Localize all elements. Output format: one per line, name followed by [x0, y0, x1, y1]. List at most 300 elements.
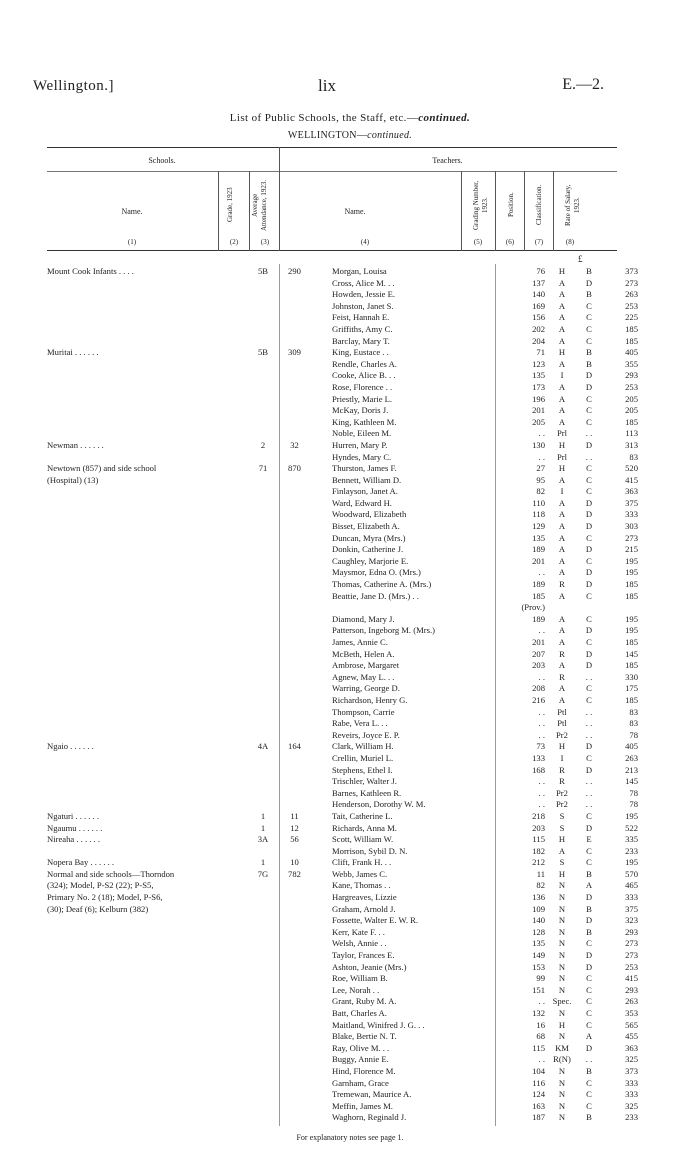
position-cell: A	[558, 393, 566, 404]
table-row	[0, 765, 643, 777]
classification-cell: C	[586, 613, 592, 624]
grade-cell	[247, 1043, 279, 1055]
average-attendance-cell: 870	[288, 463, 301, 474]
classification-cell: D	[585, 741, 593, 752]
school-name-cell	[0, 394, 247, 406]
salary-cell: 293	[625, 370, 638, 381]
grade-cell	[247, 567, 279, 579]
school-name-cell	[0, 556, 247, 568]
grading-number-cell: 68	[536, 1031, 545, 1042]
salary-cell: 185	[625, 323, 638, 334]
school-name-cell	[0, 567, 247, 579]
school-name-cell	[0, 1066, 247, 1078]
teacher-name-cell: Henderson, Dorothy W. M.	[332, 799, 426, 810]
teacher-name-cell: Webb, James C.	[332, 868, 388, 879]
position-cell: I	[560, 370, 564, 381]
grade-cell	[247, 544, 279, 556]
grade-cell	[247, 1008, 279, 1020]
school-name-cell	[0, 1008, 247, 1020]
salary-cell: 415	[625, 973, 638, 984]
col-attendance: Average Attendance, 1923.	[251, 179, 268, 231]
table-row	[0, 962, 643, 974]
school-name-cell: Ngaumu . . . . . .	[47, 822, 103, 833]
salary-cell: 363	[625, 1042, 638, 1053]
table-row	[0, 892, 643, 904]
classification-cell: D	[585, 660, 593, 671]
grading-number-cell: 203	[532, 660, 545, 671]
col-divider	[218, 171, 219, 251]
salary-cell: 263	[625, 752, 638, 763]
grading-number-cell: 73	[536, 741, 545, 752]
table-row	[0, 753, 643, 765]
classification-cell: C	[586, 405, 592, 416]
grade-cell	[247, 382, 279, 394]
school-name-cell	[0, 660, 247, 672]
average-attendance-cell	[279, 579, 310, 591]
classification-cell: C	[586, 694, 592, 705]
grading-number-cell: 11	[536, 868, 545, 879]
classification-cell: D	[585, 381, 593, 392]
teacher-name-cell: Noble, Eileen M.	[332, 428, 392, 439]
school-name-cell	[0, 1054, 247, 1066]
classification-cell: D	[585, 1042, 593, 1053]
classification-cell: B	[586, 358, 592, 369]
grade-cell	[247, 614, 279, 626]
table-row	[0, 440, 643, 452]
school-name-cell	[0, 1112, 247, 1124]
position-cell: A	[558, 694, 566, 705]
teacher-name-cell: Johnston, Janet S.	[332, 300, 394, 311]
position-cell: S	[559, 857, 565, 868]
table-row	[0, 567, 643, 579]
classification-cell: C	[586, 486, 592, 497]
school-name-cell	[0, 312, 247, 324]
grade-cell	[247, 591, 279, 603]
average-attendance-cell	[279, 567, 310, 579]
position-cell: R	[559, 764, 565, 775]
classification-cell: . .	[585, 787, 593, 798]
teacher-name-cell: King, Kathleen M.	[332, 416, 397, 427]
teacher-name-cell: Blake, Bertie N. T.	[332, 1031, 397, 1042]
currency-symbol: £	[578, 254, 583, 264]
average-attendance-cell	[279, 336, 310, 348]
grade-cell	[247, 649, 279, 661]
average-attendance-cell	[279, 486, 310, 498]
salary-cell: 185	[625, 590, 638, 601]
average-attendance-cell	[279, 788, 310, 800]
col-divider	[524, 171, 525, 251]
average-attendance-cell: 164	[288, 741, 301, 752]
teacher-name-cell: Howden, Jessie E.	[332, 289, 396, 300]
school-name-cell	[0, 405, 247, 417]
position-cell: Pr2	[556, 729, 568, 740]
teacher-name-cell: Hargreaves, Lizzie	[332, 892, 397, 903]
position-cell: R	[559, 648, 565, 659]
grade-cell	[247, 915, 279, 927]
classification-cell: C	[586, 1019, 592, 1030]
grading-number-cell: 123	[532, 358, 545, 369]
school-name-cell	[0, 336, 247, 348]
school-name-cell	[0, 289, 247, 301]
table-row	[0, 788, 643, 800]
grading-number-cell: 71	[536, 347, 545, 358]
grading-number-cell: 137	[532, 277, 545, 288]
col-number-2: (2)	[229, 238, 239, 246]
table-row	[0, 394, 643, 406]
grade-cell	[247, 776, 279, 788]
grading-number-cell: . .	[538, 729, 545, 740]
table-row	[0, 405, 643, 417]
teacher-name-cell: Fossette, Walter E. W. R.	[332, 915, 419, 926]
classification-cell: . .	[585, 671, 593, 682]
teacher-name-cell: Clark, William H.	[332, 741, 394, 752]
average-attendance-cell	[279, 707, 310, 719]
grading-number-cell: 216	[532, 694, 545, 705]
teacher-name-cell: Buggy, Annie E.	[332, 1054, 389, 1065]
classification-cell: C	[586, 1089, 592, 1100]
table-row	[0, 869, 643, 881]
teacher-name-cell: King, Eustace . .	[332, 347, 389, 358]
teacher-name-cell: Ray, Olive M. . .	[332, 1042, 390, 1053]
grade-cell	[247, 521, 279, 533]
school-name-cell	[0, 649, 247, 661]
classification-cell: D	[585, 370, 593, 381]
grading-number-cell: 115	[532, 1042, 545, 1053]
average-attendance-cell	[279, 1031, 310, 1043]
salary-cell: 333	[625, 509, 638, 520]
position-cell: Prl	[556, 451, 568, 462]
teacher-name-cell: Agnew, May L. . .	[332, 671, 395, 682]
salary-cell: 83	[629, 451, 638, 462]
salary-cell: 355	[625, 358, 638, 369]
school-name-cell	[0, 788, 247, 800]
position-cell: R	[559, 671, 565, 682]
classification-cell: C	[586, 474, 592, 485]
position-cell: Spec.	[552, 996, 572, 1007]
grading-number-cell: 168	[532, 764, 545, 775]
salary-cell: 145	[625, 776, 638, 787]
average-attendance-cell	[279, 927, 310, 939]
salary-cell: 195	[625, 857, 638, 868]
school-name-cell	[0, 521, 247, 533]
table-row	[0, 683, 643, 695]
position-cell: R(N)	[553, 1054, 571, 1065]
grade-cell: 5B	[257, 347, 269, 358]
classification-cell: C	[586, 938, 592, 949]
school-name-cell	[0, 938, 247, 950]
school-name-cell	[0, 799, 247, 811]
classification-cell: B	[586, 266, 592, 276]
grading-number-cell: 201	[532, 637, 545, 647]
grading-number-cell: . .	[538, 996, 545, 1007]
salary-cell: 313	[625, 439, 638, 450]
position-cell: H	[558, 1019, 566, 1030]
classification-cell: D	[585, 764, 593, 775]
grading-number-cell: 128	[532, 926, 545, 937]
average-attendance-cell	[279, 637, 310, 649]
page-subtitle	[0, 130, 700, 141]
school-name-cell	[0, 730, 247, 742]
table-row	[0, 266, 643, 278]
grading-number-cell: 140	[532, 289, 545, 300]
school-name-cell	[0, 278, 247, 290]
classification-cell: D	[585, 822, 593, 833]
classification-cell: A	[585, 1031, 593, 1042]
average-attendance-cell	[279, 753, 310, 765]
teacher-name-cell: Ambrose, Margaret	[332, 660, 400, 671]
average-attendance-cell	[279, 475, 310, 487]
teacher-name-cell: Hind, Florence M.	[332, 1065, 396, 1076]
salary-cell: 273	[625, 277, 638, 288]
grading-number-cell: 124	[532, 1089, 545, 1100]
school-name-cell	[0, 382, 247, 394]
average-attendance-cell	[279, 1112, 310, 1124]
grade-cell	[247, 486, 279, 498]
average-attendance-cell	[279, 521, 310, 533]
grading-number-cell: 116	[532, 1077, 545, 1088]
grade-cell	[247, 718, 279, 730]
table-row	[0, 707, 643, 719]
teacher-name-cell: Graham, Arnold J.	[332, 903, 396, 914]
table-row	[0, 996, 643, 1008]
classification-cell: B	[586, 903, 592, 914]
position-cell: A	[558, 544, 566, 555]
grade-cell	[247, 498, 279, 510]
average-attendance-cell	[279, 799, 310, 811]
grading-number-cell: 204	[532, 335, 545, 346]
average-attendance-cell	[279, 695, 310, 707]
salary-cell: 373	[625, 266, 638, 276]
position-cell: H	[558, 834, 566, 845]
classification-cell: C	[586, 1077, 592, 1088]
school-name-cell: Normal and side schools—Thorndon	[47, 868, 175, 879]
average-attendance-cell	[279, 730, 310, 742]
classification-cell: . .	[585, 776, 593, 787]
col-divider	[279, 147, 280, 251]
grading-number-cell: 99	[536, 973, 545, 984]
grade-cell: 2	[260, 439, 266, 450]
average-attendance-cell	[279, 625, 310, 637]
grade-cell	[247, 452, 279, 464]
table-row	[0, 417, 643, 429]
teacher-name-cell: McKay, Doris J.	[332, 405, 389, 416]
grading-number-cell: 189	[532, 579, 545, 590]
schools-group-header: Schools.	[148, 156, 176, 165]
col-grade: Grade, 1923	[226, 187, 234, 223]
position-cell: H	[558, 439, 566, 450]
school-name-cell	[0, 428, 247, 440]
classification-cell: C	[586, 752, 592, 763]
salary-cell: 375	[625, 903, 638, 914]
salary-cell: 565	[625, 1019, 638, 1030]
teacher-name-cell: Meffin, James M.	[332, 1100, 393, 1111]
teacher-name-cell: Scott, William W.	[332, 834, 394, 845]
table-row	[0, 660, 643, 672]
classification-cell: B	[586, 347, 592, 358]
average-attendance-cell	[279, 370, 310, 382]
salary-cell: 273	[625, 532, 638, 543]
position-cell	[548, 602, 576, 614]
table-row	[0, 1112, 643, 1124]
col-position: Position.	[507, 192, 515, 218]
school-name-cell	[0, 707, 247, 719]
salary-cell: 78	[629, 799, 638, 810]
average-attendance-cell	[279, 324, 310, 336]
average-attendance-cell	[279, 1078, 310, 1090]
school-name-cell	[0, 579, 247, 591]
classification-cell: C	[586, 323, 592, 334]
position-cell: A	[558, 289, 566, 300]
grading-number-cell: 133	[532, 752, 545, 763]
position-cell: A	[558, 312, 566, 323]
position-cell: N	[558, 880, 566, 891]
position-cell: S	[559, 810, 565, 821]
school-name-cell	[0, 637, 247, 649]
grade-cell	[247, 301, 279, 313]
salary-cell: 273	[625, 950, 638, 961]
classification-cell: D	[585, 439, 593, 450]
average-attendance-cell	[279, 602, 310, 614]
school-name-cell	[0, 452, 247, 464]
grade-cell	[247, 660, 279, 672]
table-row	[0, 846, 643, 858]
table-row	[0, 347, 643, 359]
position-cell: N	[558, 892, 566, 903]
grade-cell	[247, 1054, 279, 1066]
average-attendance-cell	[279, 765, 310, 777]
table-row	[0, 614, 643, 626]
average-attendance-cell	[279, 1066, 310, 1078]
position-cell: A	[558, 567, 566, 578]
teacher-name-cell: Kerr, Kate F. . .	[332, 926, 385, 937]
school-name-cell	[0, 359, 247, 371]
position-cell: A	[558, 625, 566, 636]
position-cell: A	[558, 683, 566, 694]
table-row	[0, 289, 643, 301]
col-number-5: (5)	[473, 238, 483, 246]
salary-cell: 195	[625, 810, 638, 821]
salary-cell: 215	[625, 544, 638, 555]
position-cell: N	[558, 903, 566, 914]
school-name-cell	[0, 718, 247, 730]
school-name-cell	[0, 417, 247, 429]
average-attendance-cell	[279, 660, 310, 672]
teacher-name-cell: Bennett, William D.	[332, 474, 402, 485]
grading-number-cell: 218	[532, 810, 545, 821]
table-row	[0, 1008, 643, 1020]
position-cell: N	[558, 973, 566, 984]
salary-cell: 185	[625, 637, 638, 647]
school-name-cell	[0, 1078, 247, 1090]
table-row	[0, 498, 643, 510]
grade-cell	[247, 892, 279, 904]
school-name-cell: Mount Cook Infants . . . .	[47, 266, 134, 276]
table-row	[0, 1054, 643, 1066]
table-row	[0, 985, 643, 997]
grading-number-cell: . .	[538, 625, 545, 636]
salary-cell: 303	[625, 521, 638, 532]
position-cell: H	[558, 741, 566, 752]
grade-cell	[247, 579, 279, 591]
grade-cell: 1	[260, 857, 266, 868]
teacher-name-cell: Lee, Norah . .	[332, 984, 380, 995]
table-row	[0, 672, 643, 684]
table-row	[0, 1089, 643, 1101]
table-row	[0, 509, 643, 521]
classification-cell: A	[585, 880, 593, 891]
grade-cell: 5B	[257, 266, 269, 276]
position-cell: N	[558, 938, 566, 949]
position-cell: I	[560, 486, 564, 497]
position-cell: A	[558, 590, 566, 601]
teacher-name-cell: Hurren, Mary P.	[332, 439, 388, 450]
grading-number-cell: 163	[532, 1100, 545, 1111]
table-row	[0, 452, 643, 464]
average-attendance-cell	[279, 973, 310, 985]
grade-cell	[247, 683, 279, 695]
grading-number-cell: 169	[532, 300, 545, 311]
teacher-name-cell	[310, 602, 508, 614]
average-attendance-cell	[279, 938, 310, 950]
teacher-name-cell: Bisset, Elizabeth A.	[332, 521, 400, 532]
grading-number-cell: 82	[536, 880, 545, 891]
teacher-name-cell: Richardson, Henry G.	[332, 694, 408, 705]
school-name-cell	[0, 927, 247, 939]
grade-cell: 4A	[257, 741, 269, 752]
grading-number-cell: 212	[532, 857, 545, 868]
grade-cell	[247, 938, 279, 950]
teacher-name-cell: Cooke, Alice B. . .	[332, 370, 396, 381]
salary-cell: 405	[625, 741, 638, 752]
table-row	[0, 475, 643, 487]
salary-cell: 195	[625, 625, 638, 636]
teacher-name-cell: Richards, Anna M.	[332, 822, 397, 833]
average-attendance-cell	[279, 312, 310, 324]
table-row	[0, 591, 643, 603]
average-attendance-cell	[279, 996, 310, 1008]
classification-cell: C	[586, 393, 592, 404]
salary-cell: 363	[625, 486, 638, 497]
col-number-3: (3)	[260, 238, 270, 246]
salary-cell: 263	[625, 996, 638, 1007]
teacher-name-cell: Rose, Florence . .	[332, 381, 393, 392]
position-cell: N	[558, 915, 566, 926]
grading-number-cell: 140	[532, 915, 545, 926]
average-attendance-cell: 11	[290, 810, 299, 821]
salary-cell: 455	[625, 1031, 638, 1042]
grade-cell	[247, 927, 279, 939]
grade-cell	[247, 625, 279, 637]
salary-cell: 225	[625, 312, 638, 323]
classification-cell: D	[585, 509, 593, 520]
grade-cell	[247, 985, 279, 997]
table-row	[0, 1101, 643, 1113]
grade-cell	[247, 602, 279, 614]
position-cell: A	[558, 509, 566, 520]
grade-cell	[247, 765, 279, 777]
col-salary: Rate of Salary, 1923.	[564, 184, 581, 226]
average-attendance-cell: 12	[290, 822, 299, 833]
teacher-name-cell: Garnham, Grace	[332, 1077, 389, 1088]
salary-cell: 213	[625, 764, 638, 775]
school-name-cell	[0, 498, 247, 510]
salary-cell: 325	[625, 1100, 638, 1111]
classification-cell: C	[586, 996, 592, 1007]
col-classification: Classification.	[535, 184, 543, 226]
table-row	[0, 880, 643, 892]
salary-cell: 325	[625, 1054, 638, 1065]
school-name-cell: Muritai . . . . . .	[47, 347, 99, 358]
